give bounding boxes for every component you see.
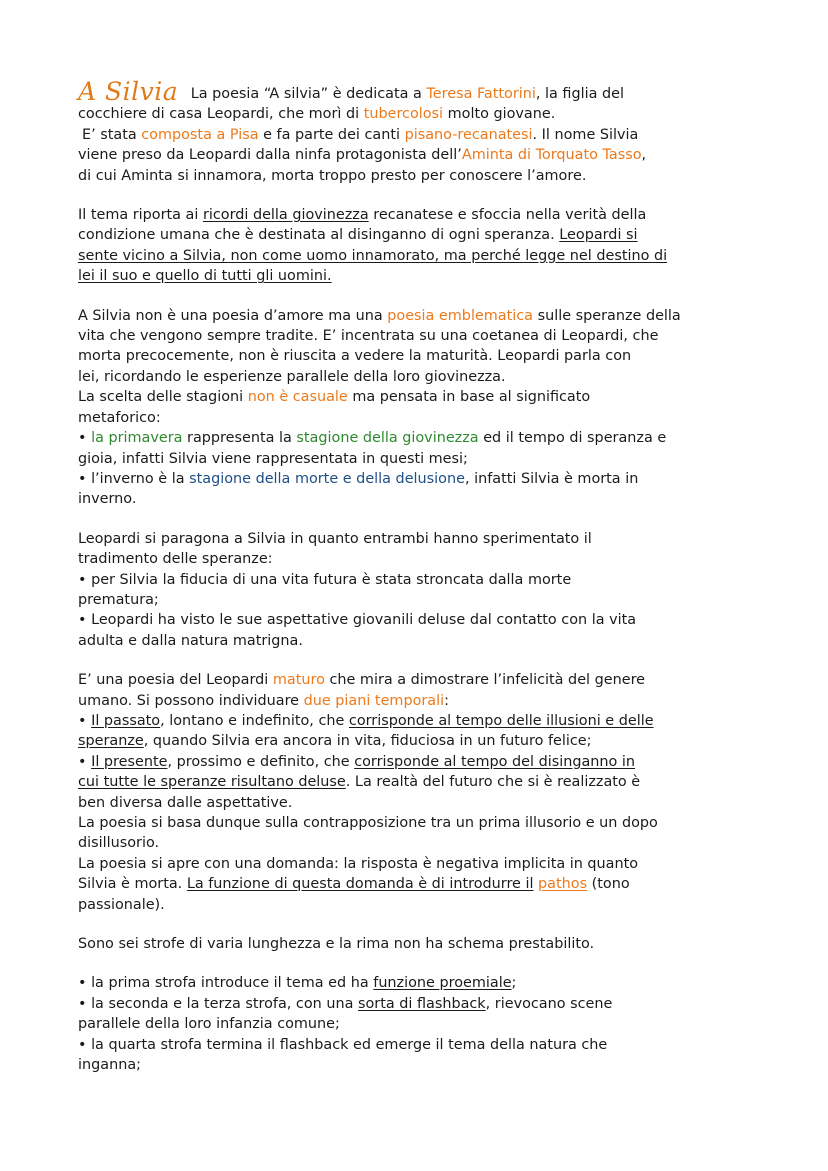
list-item: • la quarta strofa termina il flashback ed emerge il tema della natura che inganna; [78,1036,608,1074]
list-item: • la primavera rappresenta la stagione della giovinezza ed il tempo di speranza e gioia, infatti Silvia viene rappresentata in questi mesi; [78,430,667,467]
list-item: • la prima strofa introduce il tema ed ha funzione proemiale; [78,975,517,992]
intro-paragraph: A Silvia La poesia “A silvia” è dedicata a Teresa Fattorini, la figlia del cocchiere di casa Leopardi, che morì di tubercolosi molto giovane. E’ stata composta a Pisa e fa parte dei canti pisano-recanatesi. Il nome Silvia viene preso da Leopardi dalla ninfa protagonista dell’Aminta di Torquato Tasso, di cui Aminta si innamora, morta troppo presto per conoscere l’amore. [78,77,647,184]
strofe-intro: Sono sei strofe di varia lunghezza e la rima non ha schema prestabilito. [78,936,595,953]
list-item: • Leopardi ha visto le sue aspettative giovanili deluse dal contatto con la vita [78,612,637,629]
strofe-list [78,973,758,1075]
list-item: • Il presente, prossimo e definito, che corrisponde al tempo del disinganno in cui tutte le speranze risultano deluse. La realtà del futuro che si è realizzato è ben diversa dalle aspettative. [78,753,641,811]
maturo-paragraph: E’ una poesia del Leopardi maturo che mira a dimostrare l’infelicità del genere umano. Si possono individuare due piani temporali: • Il passato, lontano e indefinito, che corrisponde al tempo delle illusioni e delle speranze, quando Silvia era ancora in vita, fiduciosa in un futuro felice; • Il presente, prossimo e definito, che corrisponde al tempo del disinganno in cui tutte le speranze risultano deluse. La realtà del futuro che si è realizzato è ben diversa dalle aspettative. La poesia si basa dunque sulla contrapposizione tra un prima illusorio e un dopo disillusorio. La poesia si apre con una domanda: la risposta è negativa implicita in quanto Silvia è morta. La funzione di questa domanda è di introdurre il pathos (tono passionale). [78,672,658,913]
tema-paragraph: Il tema riporta ai ricordi della giovinezza recanatese e sfoccia nella verità della condizione umana che è destinata al disinganno di ogni speranza. Leopardi si sente vicino a Silvia, non come uomo innamorato, ma perché legge nel destino di lei il suo e quello di tutti gli uomini. [78,207,668,285]
list-item: • per Silvia la fiducia di una vita futura è stata stroncata dalla morte [78,571,572,588]
list-item: • la seconda e la terza strofa, con una sorta di flashback, rievocano scene parallele della loro infanzia comune; [78,995,613,1033]
page-title: A Silvia [78,77,179,106]
list-item: • l’inverno è la stagione della morte e della delusione, infatti Silvia è morta in inverno. [78,470,639,508]
emblem-paragraph: A Silvia non è una poesia d’amore ma una poesia emblematica sulle speranze della vita che vengono sempre tradite. E’ incentrata su una coetanea di Leopardi, che morta precocemente, non è riuscita a vedere la maturità. Leopardi parla con lei, ricordando le esperienze parallele della loro giovinezza. La scelta delle stagioni non è casuale ma pensata in base al significato metaforico: • la primavera rappresenta la stagione della giovinezza ed il tempo di speranza e gioia, infatti Silvia viene rappresentata in questi mesi; • l’inverno è la stagione della morte e della delusione, infatti Silvia è morta in inverno. [78,307,681,508]
paragone-paragraph: Leopardi si paragona a Silvia in quanto entrambi hanno sperimentato il tradimento delle speranze: • per Silvia la fiducia di una vita futura è stata stroncata dalla morte prematura; • Leopardi ha visto le sue aspettative giovanili deluse dal contatto con la vita adulta e dalla natura matrigna. [78,530,637,649]
list-item: • Il passato, lontano e indefinito, che corrisponde al tempo delle illusioni e delle speranze, quando Silvia era ancora in vita, fiduciosa in un futuro felice; [78,712,654,750]
